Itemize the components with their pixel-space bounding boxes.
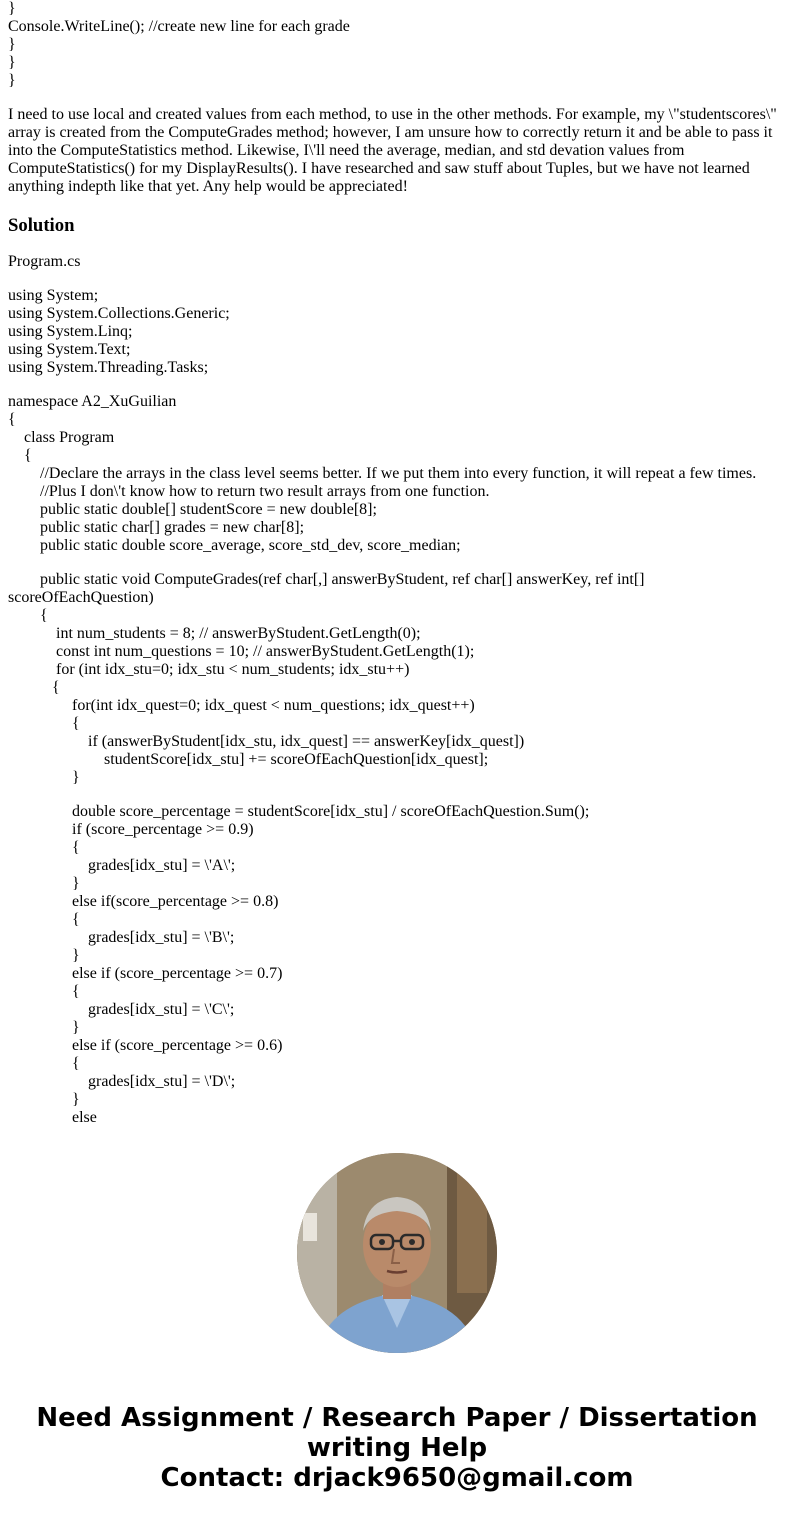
code-line: public static void ComputeGrades(ref char[,] answerByStudent, ref char[] answerKey, ref int[] xyxy=(8,571,645,588)
question-paragraph: I need to use local and created values from each method, to use in the other methods. For example, my \"studentscores\" array is created from the ComputeGrades method; however, I am unsure how to correctly return it and be able to pass it into the ComputeStatistics method. Likewise, I\'ll need the average, median, and std devation values from ComputeStatistics() for my DisplayResults(). I have researched and saw stuff about Tuples, but we have not learned anything indepth like that yet. Any help would be appreciated! xyxy=(8,106,777,195)
solution-heading: Solution xyxy=(8,215,75,236)
code-line: else xyxy=(8,1109,97,1122)
code-line: { xyxy=(8,411,16,428)
code-line: { xyxy=(8,983,80,1000)
code-line: Console.WriteLine(); //create new line for each grade xyxy=(8,18,350,35)
using-directives xyxy=(8,287,786,377)
code-line: else if(score_percentage >= 0.8) xyxy=(8,893,279,910)
question-code-tail xyxy=(8,0,786,90)
code-line: //Plus I don\'t know how to return two result arrays from one function. xyxy=(8,483,490,500)
code-line: } xyxy=(8,54,16,71)
contact-banner xyxy=(0,1403,794,1493)
compute-grades-loop-code xyxy=(8,607,786,787)
code-line: { xyxy=(8,447,32,464)
banner-contact-line: Contact: drjack9650@gmail.com xyxy=(160,1463,634,1493)
code-line: public static double[] studentScore = new double[8]; xyxy=(8,501,377,518)
code-line: //Declare the arrays in the class level seems better. If we put them into every function, it will repeat a few times. xyxy=(8,465,757,482)
code-line: } xyxy=(8,769,80,786)
code-line: double score_percentage = studentScore[idx_stu] / scoreOfEachQuestion.Sum(); xyxy=(8,803,590,820)
code-line: } xyxy=(8,72,16,89)
code-line: namespace A2_XuGuilian xyxy=(8,393,177,410)
code-line: scoreOfEachQuestion) xyxy=(8,589,154,606)
banner-line-1: Need Assignment / Research Paper / Dissertation xyxy=(36,1403,758,1433)
code-line: const int num_questions = 10; // answerByStudent.GetLength(1); xyxy=(8,643,475,660)
code-line: { xyxy=(8,679,60,696)
code-line: using System.Text; xyxy=(8,341,131,358)
grade-assignment-code xyxy=(8,803,786,1122)
code-line: if (score_percentage >= 0.9) xyxy=(8,821,254,838)
file-name: Program.cs xyxy=(8,253,81,270)
code-line: grades[idx_stu] = \'D\'; xyxy=(8,1073,236,1090)
class-declaration-code xyxy=(8,393,786,555)
code-line: for(int idx_quest=0; idx_quest < num_questions; idx_quest++) xyxy=(8,697,475,714)
code-line: using System.Threading.Tasks; xyxy=(8,359,209,376)
code-line: int num_students = 8; // answerByStudent.GetLength(0); xyxy=(8,625,421,642)
code-line: else if (score_percentage >= 0.6) xyxy=(8,1037,283,1054)
code-line: public static char[] grades = new char[8]; xyxy=(8,519,305,536)
code-line: using System; xyxy=(8,287,99,304)
code-line: } xyxy=(8,947,80,964)
code-line: grades[idx_stu] = \'C\'; xyxy=(8,1001,235,1018)
code-line: } xyxy=(8,1091,80,1108)
code-line: for (int idx_stu=0; idx_stu < num_students; idx_stu++) xyxy=(8,661,410,678)
code-line: } xyxy=(8,875,80,892)
code-line: { xyxy=(8,1055,80,1072)
code-line: { xyxy=(8,607,48,624)
code-line: studentScore[idx_stu] += scoreOfEachQuestion[idx_quest]; xyxy=(8,751,489,768)
code-line: { xyxy=(8,839,80,856)
author-photo xyxy=(297,1153,497,1353)
code-line: grades[idx_stu] = \'B\'; xyxy=(8,929,235,946)
code-line: } xyxy=(8,0,16,17)
banner-line-2: writing Help xyxy=(306,1433,488,1463)
code-line: class Program xyxy=(8,429,115,446)
code-line: public static double score_average, score_std_dev, score_median; xyxy=(8,537,461,554)
code-line: { xyxy=(8,911,80,928)
code-line: grades[idx_stu] = \'A\'; xyxy=(8,857,236,874)
code-line: } xyxy=(8,36,16,53)
code-line: if (answerByStudent[idx_stu, idx_quest] == answerKey[idx_quest]) xyxy=(8,733,525,750)
method-signature xyxy=(8,571,786,607)
document-content xyxy=(8,0,786,1122)
code-line: using System.Linq; xyxy=(8,323,133,340)
code-line: else if (score_percentage >= 0.7) xyxy=(8,965,283,982)
code-line: } xyxy=(8,1019,80,1036)
portrait-image xyxy=(297,1153,497,1353)
code-line: using System.Collections.Generic; xyxy=(8,305,230,322)
code-line: { xyxy=(8,715,80,732)
